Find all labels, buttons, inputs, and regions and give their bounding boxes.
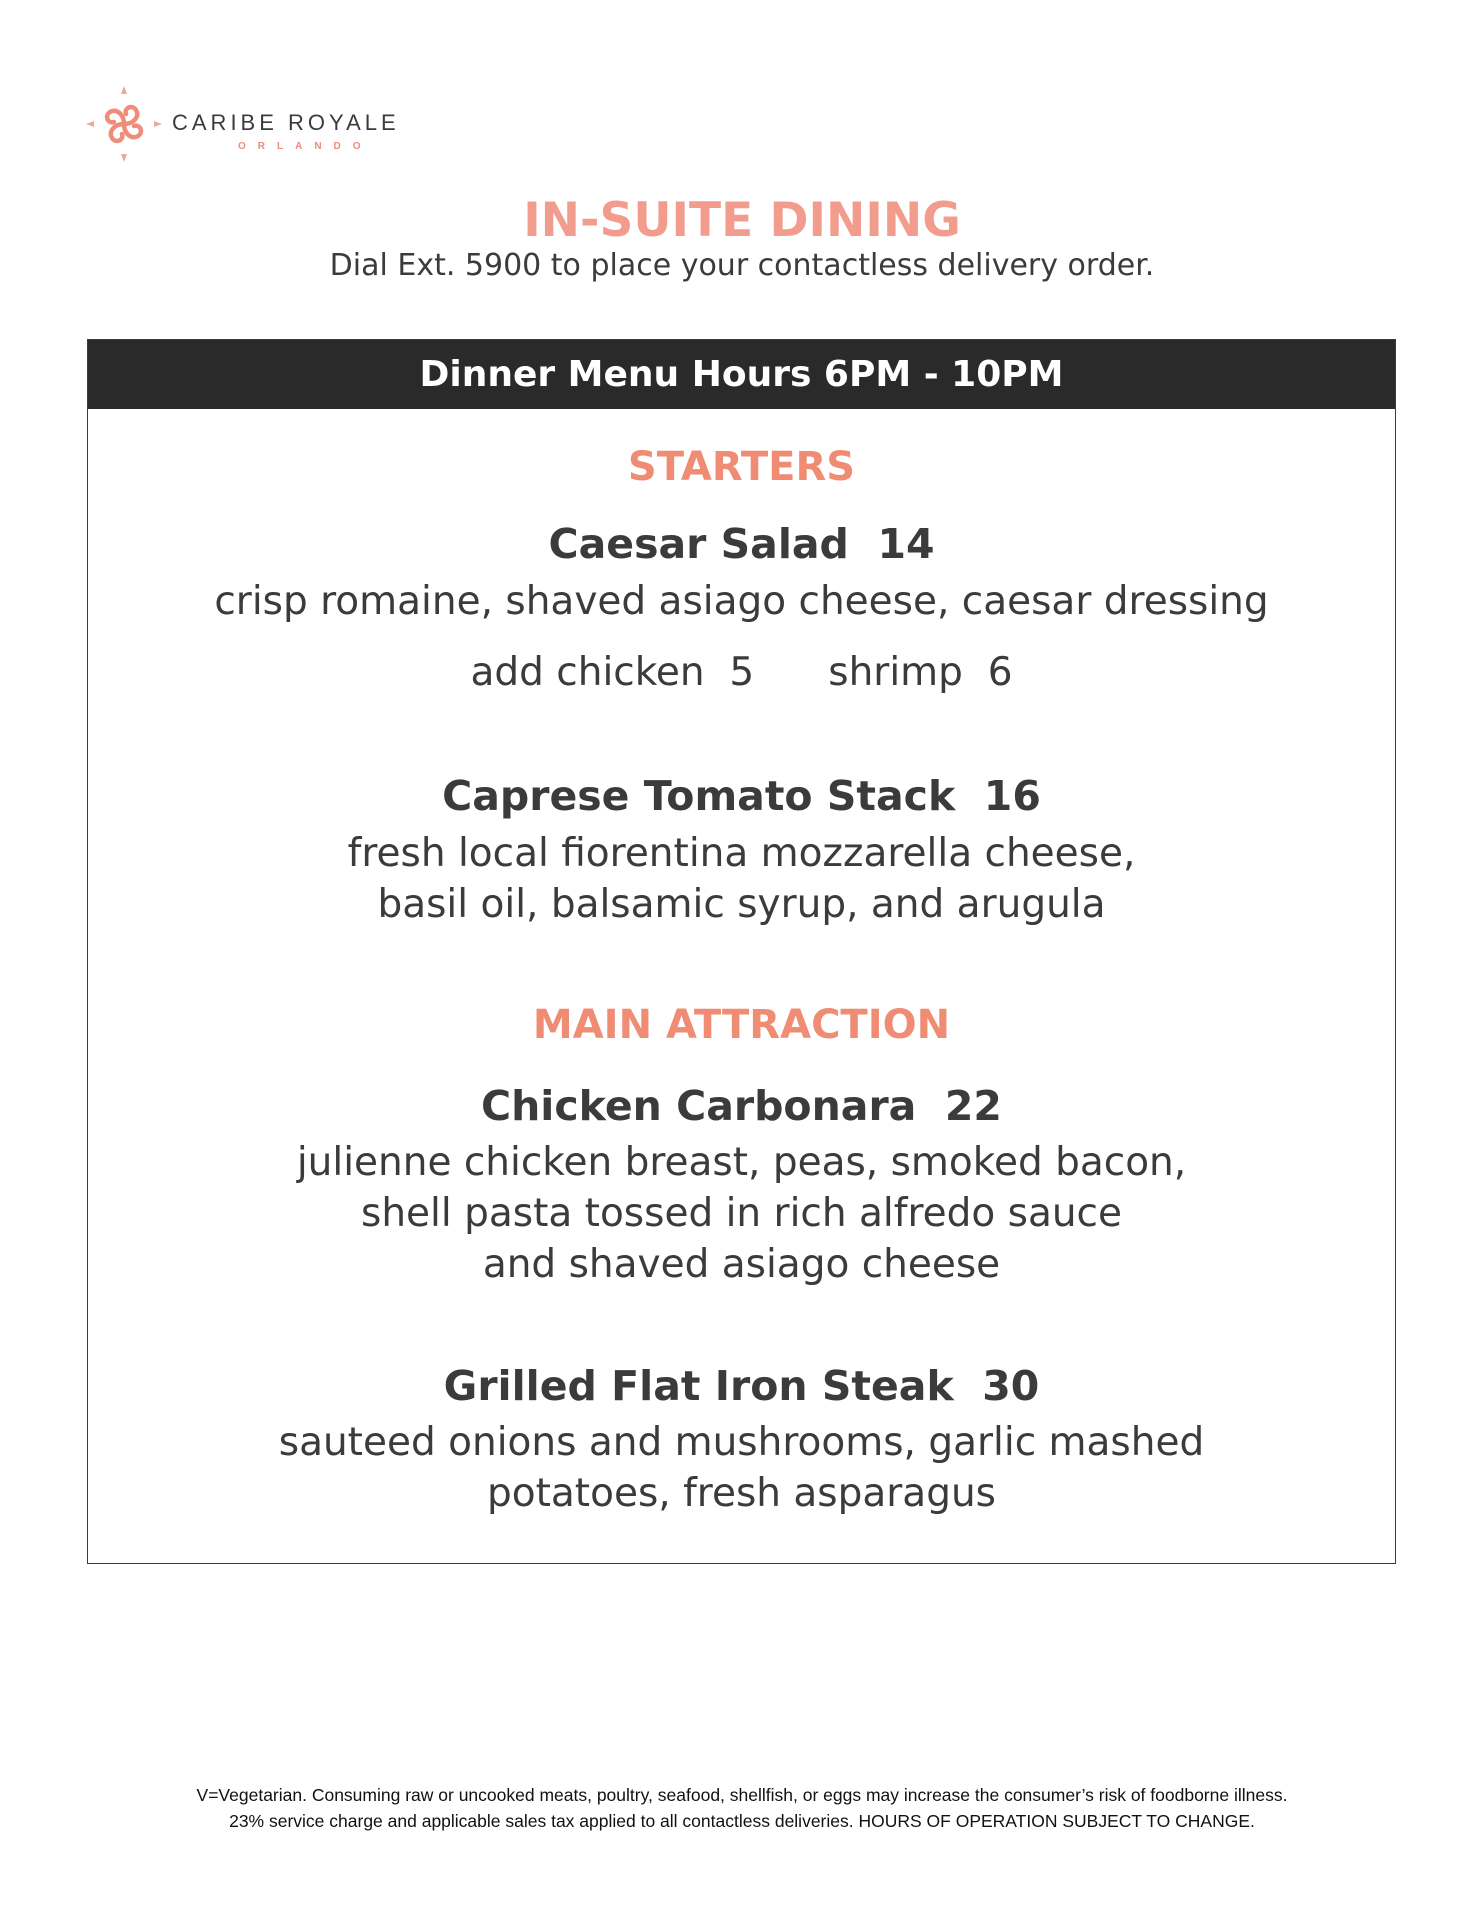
menu-item-caprese-tomato-stack: Caprese Tomato Stack 16 [442, 772, 1041, 820]
footer-disclaimer [0, 1782, 1484, 1834]
footer-line: V=Vegetarian. Consuming raw or uncooked meats, poultry, seafood, shellfish, or eggs may increase the consumer’s risk of foodborne illness. [196, 1785, 1288, 1805]
brand-name: CARIBE ROYALE [172, 110, 400, 135]
addon-chicken: add chicken 5 [470, 650, 755, 695]
description-line: basil oil, balsamic syrup, and arugula [377, 882, 1106, 927]
page-title: IN-SUITE DINING [523, 193, 961, 248]
footer-line: 23% service charge and applicable sales tax applied to all contactless deliveries. HOURS OF OPERATION SUBJECT TO CHANGE. [229, 1811, 1255, 1831]
menu-item-description [88, 1417, 1395, 1519]
description-line: sauteed onions and mushrooms, garlic mashed [278, 1420, 1205, 1465]
menu-content [88, 340, 1395, 1563]
description-line: crisp romaine, shaved asiago cheese, caesar dressing [214, 579, 1269, 624]
hours-banner: Dinner Menu Hours 6PM - 10PM [88, 340, 1395, 409]
description-line: and shaved asiago cheese [482, 1242, 1001, 1287]
section-heading-main-attraction: MAIN ATTRACTION [532, 1002, 951, 1048]
menu-item-description [88, 576, 1395, 627]
brand-logo [86, 86, 426, 162]
menu-item-description [88, 828, 1395, 930]
menu-item-caesar-salad: Caesar Salad 14 [548, 520, 935, 568]
menu-item-description [88, 1137, 1395, 1290]
section-heading-starters: STARTERS [627, 444, 856, 490]
menu-item-addons [88, 650, 1395, 695]
swirl-star-logo-icon [86, 86, 162, 162]
description-line: shell pasta tossed in rich alfredo sauce [361, 1191, 1122, 1236]
page-subtitle: Dial Ext. 5900 to place your contactless delivery order. [329, 248, 1155, 283]
description-line: potatoes, fresh asparagus [487, 1471, 996, 1516]
page-header [0, 192, 1484, 288]
menu-item-grilled-flat-iron-steak: Grilled Flat Iron Steak 30 [443, 1362, 1040, 1410]
description-line: julienne chicken breast, peas, smoked bacon, [296, 1140, 1187, 1185]
brand-location: ORLANDO [238, 141, 373, 152]
addon-shrimp: shrimp 6 [828, 650, 1013, 695]
menu-item-chicken-carbonara: Chicken Carbonara 22 [481, 1082, 1002, 1130]
description-line: fresh local fiorentina mozzarella cheese, [347, 831, 1136, 876]
menu-panel [87, 339, 1396, 1564]
